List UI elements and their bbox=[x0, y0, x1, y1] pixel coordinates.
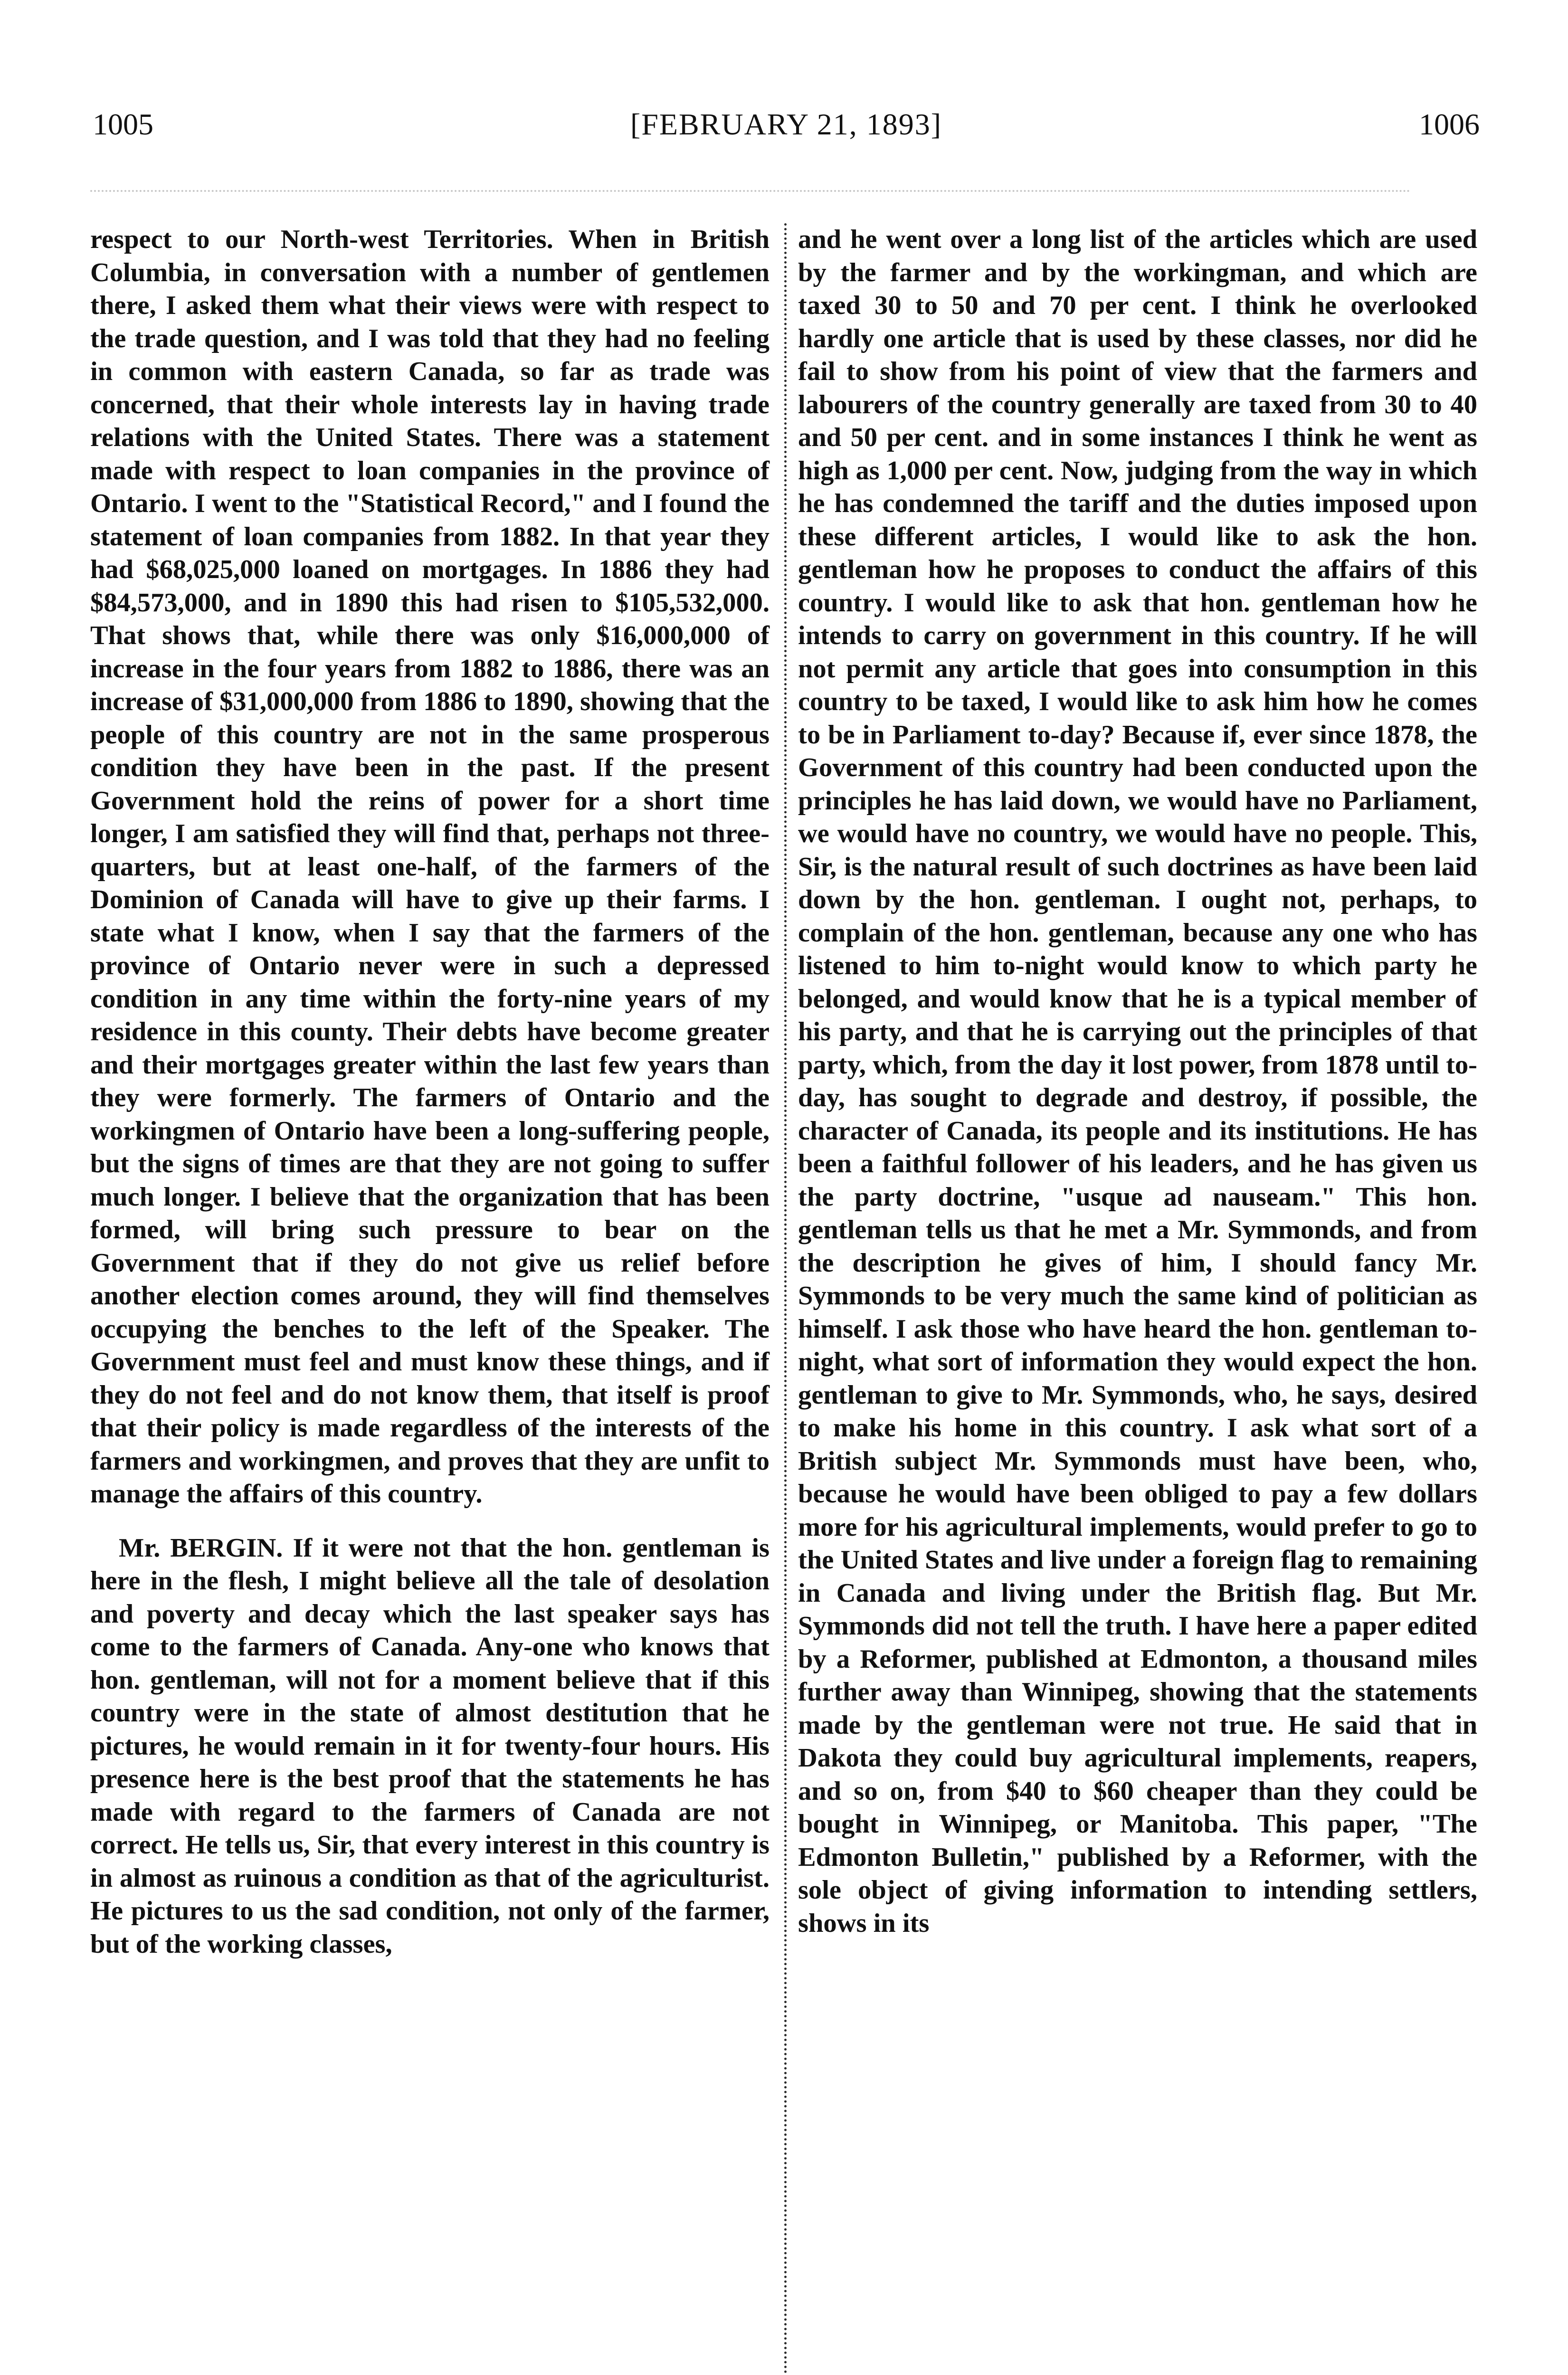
speech-text: If it were not that the hon. gentleman is here in the flesh, I might believe all the tale of desolation and poverty and decay which the last speaker says has come to the farmers of Canada. Any-one who knows that hon. gentleman, will not for a moment believe that if this country were in the state of almost destitution that he pictures, he would remain in it for twenty-four hours. His presence here is the best proof that the statements he has made with regard to the farmers of Canada are not correct. He tells us, Sir, that every interest in this country is in almost as ruinous a condition as that of the agriculturist. He pictures to us the sad condition, not only of the farmer, but of the working classes, bbox=[90, 1533, 770, 1959]
page-header bbox=[93, 107, 1480, 159]
header-date: [FEBRUARY 21, 1893] bbox=[630, 107, 942, 141]
right-paragraph-1: and he went over a long list of the articles which are used by the farmer and by the workingman, and which are taxed 30 to 50 and 70 per cent. I think he overlooked hardly one article that is used by these classes, nor did he fail to show from his point of view that the farmers and labourers of the country generally are taxed from 30 to 40 and 50 per cent. and in some instances I think he went as high as 1,000 per cent. Now, judging from the way in which he has condemned the tariff and the duties imposed upon these different articles, I would like to ask the hon. gentleman how he proposes to conduct the affairs of this country. I would like to ask that hon. gentleman how he intends to carry on government in this country. If he will not permit any article that goes into consumption in this country to be taxed, I would like to ask him how he comes to be in Parliament to-day? Because if, ever since 1878, the Government of this country had been conducted upon the principles he has laid down, we would have no Parliament, we would have no country, we would have no people. This, Sir, is the natural result of such doctrines as have been laid down by the hon. gentleman. I ought not, perhaps, to complain of the hon. gentleman, because any one who has listened to him to-night would know to which party he belonged, and would know that he is a typical member of his party, and that he is carrying out the principles of that party, which, from the day it lost power, from 1878 until to-day, has sought to degrade and destroy, if possible, the character of Canada, its people and its institutions. He has been a faithful follower of his leaders, and he has given us the party doctrine, "usque ad nauseam." This hon. gentleman tells us that he met a Mr. Symmonds, and from the description he gives of him, I should fancy Mr. Symmonds to be very much the same kind of politician as himself. I ask those who have heard the hon. gentleman to-night, what sort of information they would expect the hon. gentleman to give to Mr. Symmonds, who, he says, desired to make his home in this country. I ask what sort of a British subject Mr. Symmonds must have been, who, because he would have been obliged to pay a few dollars more for his agricultural implements, would prefer to go to the United States and live under a foreign flag to remaining in Canada and living under the British flag. But Mr. Symmonds did not tell the truth. I have here a paper edited by a Reformer, published at Edmonton, a thousand miles further away than Winnipeg, showing that the statements made by the gentleman were not true. He said that in Dakota they could buy agricultural implements, reapers, and so on, from $40 to $60 cheaper than they could be bought in Winnipeg, or Manitoba. This paper, "The Edmonton Bulletin," published by a Reformer, with the sole object of giving information to intending settlers, shows in its bbox=[798, 225, 1477, 1938]
left-column bbox=[90, 223, 770, 1961]
left-paragraph-1: respect to our North-west Territories. When in British Columbia, in conversation with a number of gentlemen there, I asked them what their views were with respect to the trade question, and I was told that they had no feeling in common with eastern Canada, so far as trade was concerned, that their whole interests lay in having trade relations with the United States. There was a statement made with respect to loan companies in the province of Ontario. I went to the "Statistical Record," and I found the statement of loan companies from 1882. In that year they had $68,025,000 loaned on mortgages. In 1886 they had $84,573,000, and in 1890 this had risen to $105,532,000. That shows that, while there was only $16,000,000 of increase in the four years from 1882 to 1886, there was an increase of $31,000,000 from 1886 to 1890, showing that the people of this country are not in the same prosperous condition they have been in the past. If the present Government hold the reins of power for a short time longer, I am satisfied they will find that, perhaps not three-quarters, but at least one-half, of the farmers of the Dominion of Canada will have to give up their farms. I state what I know, when I say that the farmers of the province of Ontario never were in such a depressed condition in any time within the forty-nine years of my residence in this county. Their debts have become greater and their mortgages greater within the last few years than they were formerly. The farmers of Ontario and the workingmen of Ontario have been a long-suffering people, but the signs of times are that they are not going to suffer much longer. I believe that the organization that has been formed, will bring such pressure to bear on the Government that if they do not give us relief before another election comes around, they will find themselves occupying the benches to the left of the Speaker. The Government must feel and must know these things, and if they do not feel and do not know them, that itself is proof that their policy is made regardless of the interests of the farmers and workingmen, and proves that they are unfit to manage the affairs of this country. bbox=[90, 225, 770, 1509]
column-divider bbox=[784, 223, 787, 2375]
print-smudge bbox=[90, 190, 1411, 197]
right-column bbox=[798, 223, 1477, 1940]
left-page-number: 1005 bbox=[93, 107, 153, 141]
left-paragraph-2 bbox=[90, 1532, 770, 1961]
right-page-number: 1006 bbox=[1419, 107, 1480, 141]
speaker-name: Mr. BERGIN. bbox=[119, 1533, 283, 1563]
